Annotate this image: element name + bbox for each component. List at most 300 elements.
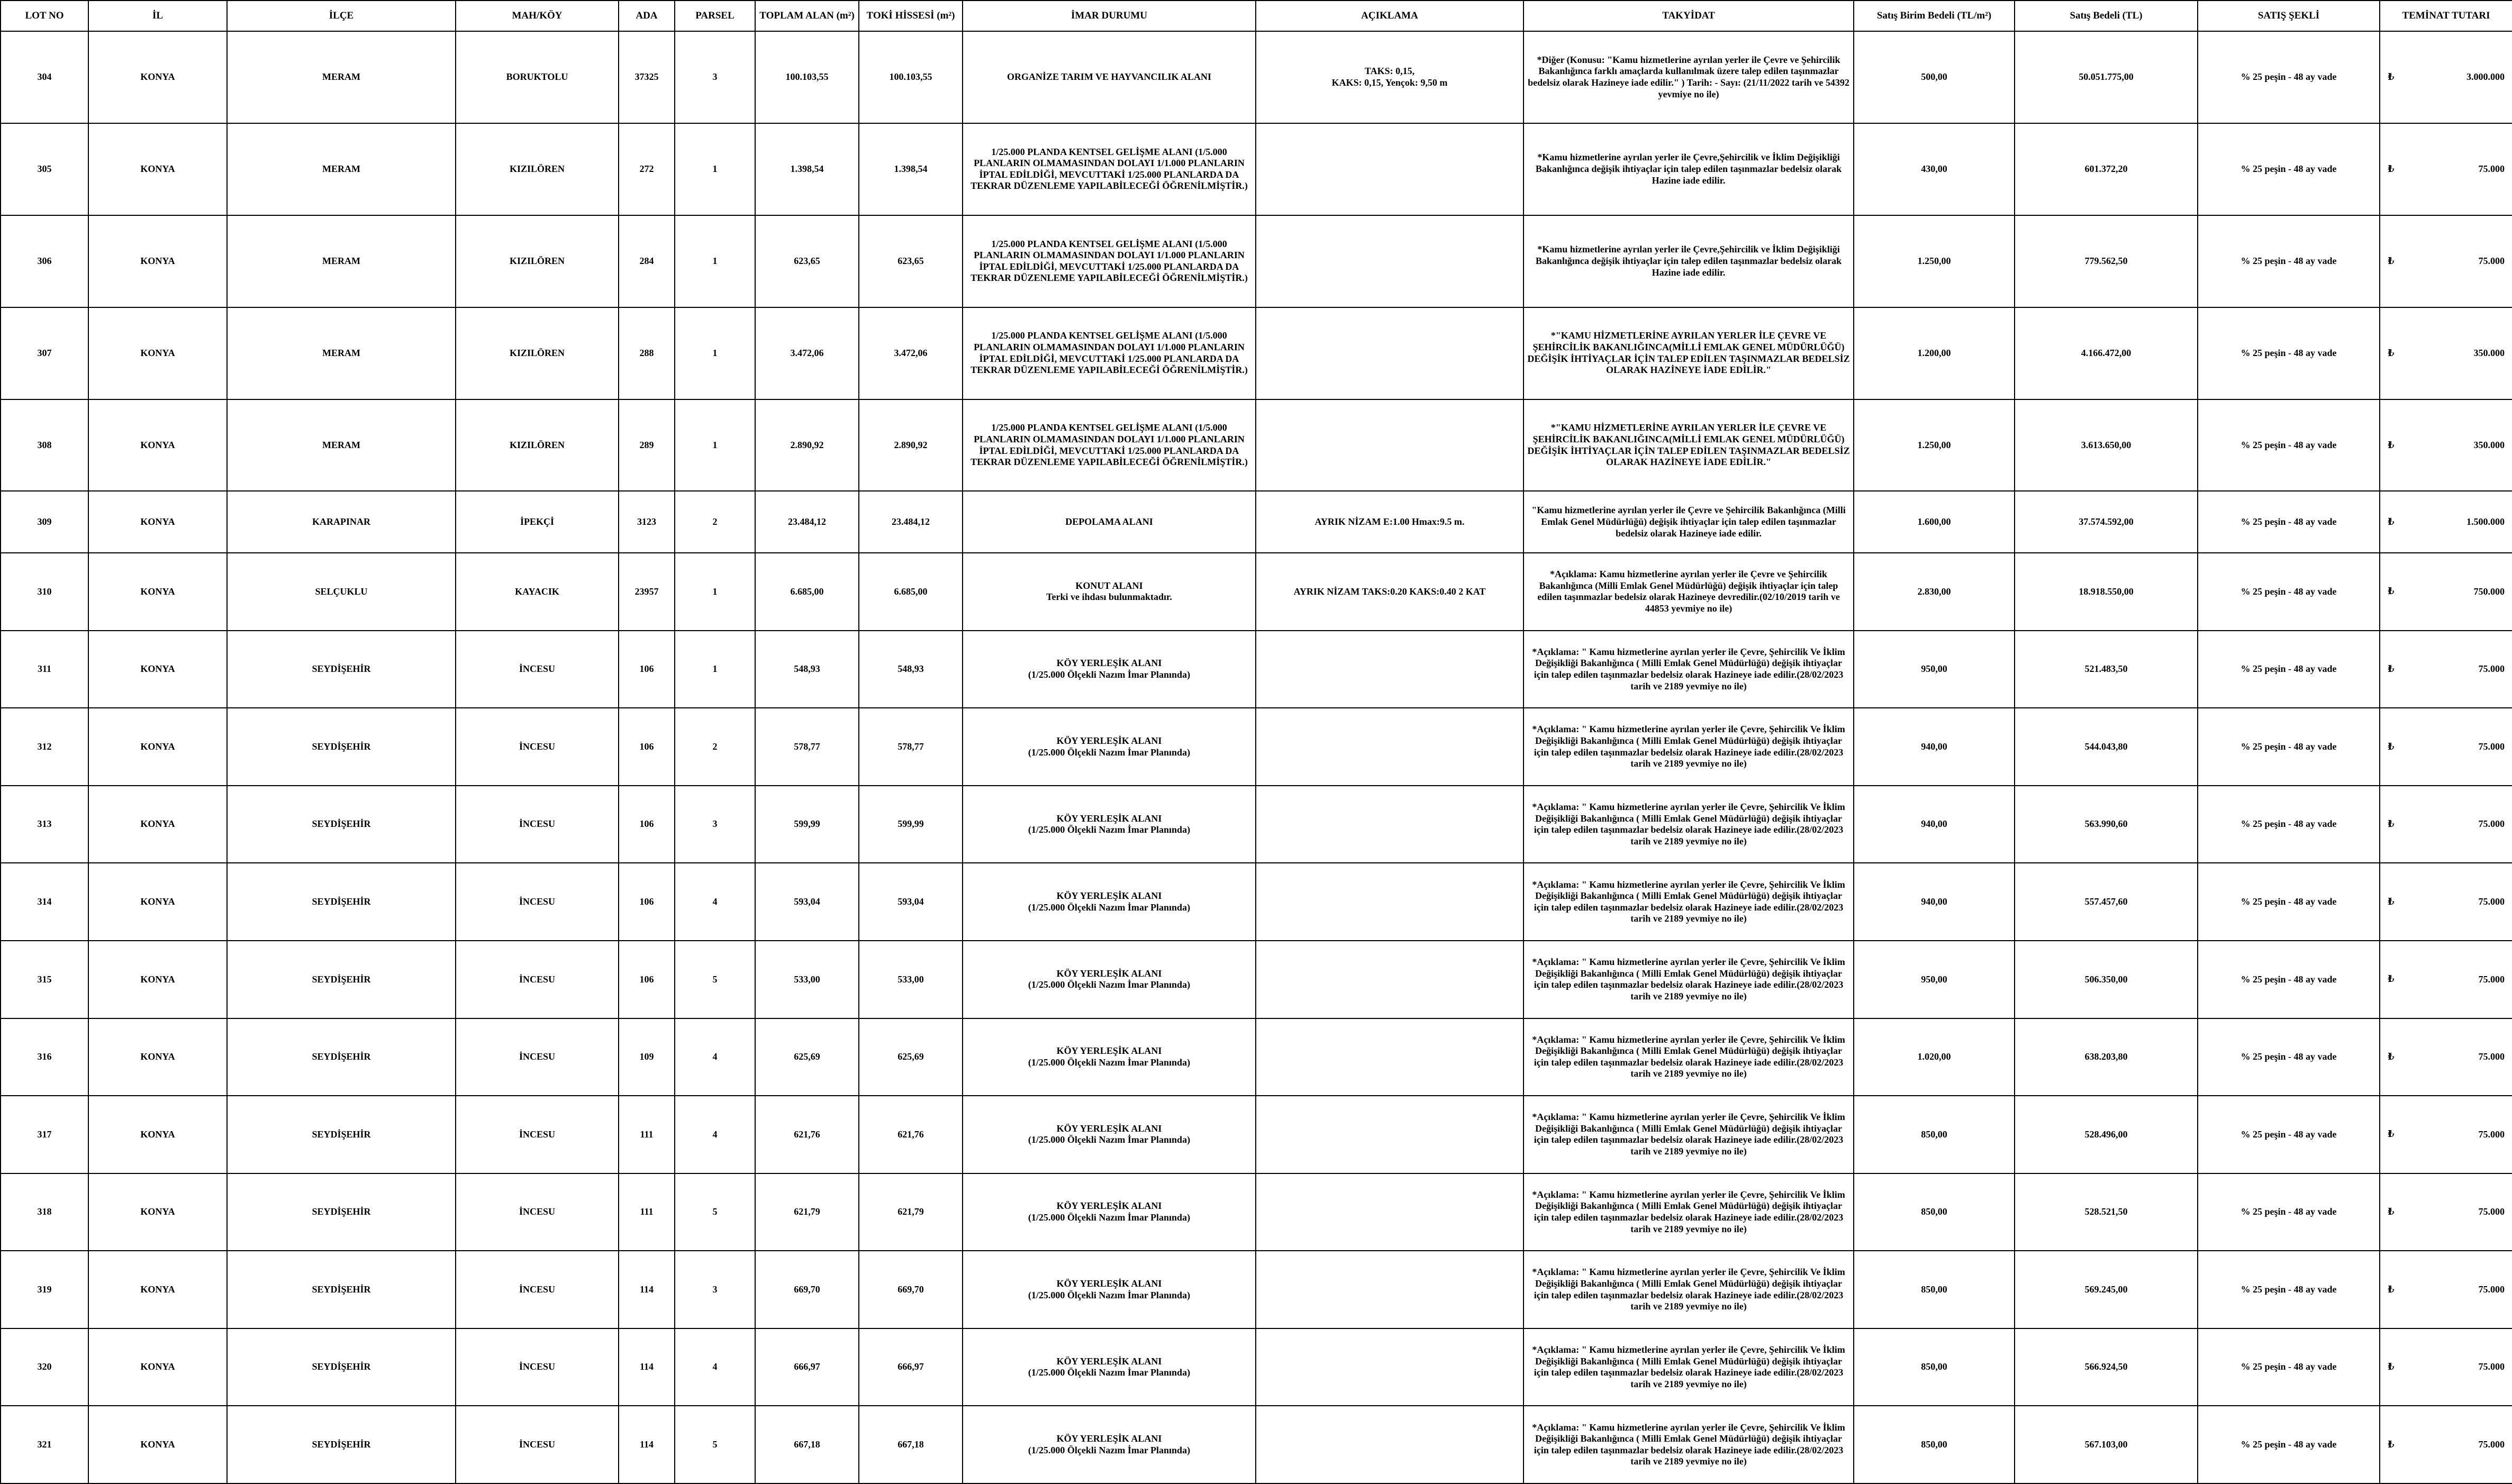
- imar-durumu-cell: KONUT ALANI Terki ve ihdası bulunmaktadır.: [963, 553, 1256, 631]
- table-row: [1, 1018, 2512, 1096]
- toplam-alan-cell: 667,18: [755, 1406, 859, 1483]
- toplam-alan-cell: 6.685,00: [755, 553, 859, 631]
- teminat-value: 75.000: [2478, 818, 2505, 830]
- ilce-cell: SEYDİŞEHİR: [227, 863, 456, 941]
- lot-no-cell: 310: [1, 553, 88, 631]
- table-row: [1, 1406, 2512, 1483]
- imar-durumu-cell: 1/25.000 PLANDA KENTSEL GELİŞME ALANI (1/5.000 PLANLARIN OLMAMASINDAN DOLAYI 1/1.000 PLANLARIN İPTAL EDİLDİĞİ, MEVCUTTAKİ 1/25.000 PLANLARDA DA TEKRAR DÜZENLEME YAPILABİLECEĞİ ÖĞRENİLMİŞTİR.): [963, 399, 1256, 491]
- satis-sekli-cell: % 25 peşin - 48 ay vade: [2198, 491, 2380, 553]
- mahalle-cell: İNCESU: [456, 786, 619, 863]
- mahalle-cell: İNCESU: [456, 1406, 619, 1483]
- ada-cell: 272: [619, 123, 675, 215]
- aciklama-cell: AYRIK NİZAM E:1.00 Hmax:9.5 m.: [1256, 491, 1523, 553]
- imar-durumu-cell: KÖY YERLEŞİK ALANI (1/25.000 Ölçekli Nazım İmar Planında): [963, 631, 1256, 708]
- ada-cell: 114: [619, 1251, 675, 1328]
- parsel-cell: 1: [675, 307, 755, 399]
- table-row: [1, 863, 2512, 941]
- lira-sign: ₺: [2388, 71, 2395, 83]
- toplam-alan-cell: 2.890,92: [755, 399, 859, 491]
- lira-sign: ₺: [2388, 663, 2395, 675]
- takyidat-cell: *"KAMU HİZMETLERİNE AYRILAN YERLER İLE ÇEVRE VE ŞEHİRCİLİK BAKANLIĞINCA(MİLLİ EMLAK GENEL MÜDÜRLÜĞÜ) DEĞİŞİK İHTİYAÇLAR İÇİN TALEP EDİLEN TAŞINMAZLAR BEDELSİZ OLARAK HAZİNEYE İADE EDİLİR.": [1523, 399, 1854, 491]
- teminat-value: 75.000: [2478, 255, 2505, 266]
- birim-bedel-cell: 1.250,00: [1854, 215, 2015, 307]
- parsel-cell: 3: [675, 786, 755, 863]
- lira-sign: ₺: [2388, 1361, 2395, 1372]
- mahalle-cell: İNCESU: [456, 1251, 619, 1328]
- satis-sekli-cell: % 25 peşin - 48 ay vade: [2198, 31, 2380, 123]
- parsel-cell: 1: [675, 215, 755, 307]
- il-cell: KONYA: [88, 399, 227, 491]
- satis-bedeli-cell: 544.043,80: [2015, 708, 2198, 786]
- takyidat-cell: *Açıklama: " Kamu hizmetlerine ayrılan yerler ile Çevre, Şehircilik Ve İklim Değişikliği Bakanlığınca ( Milli Emlak Genel Müdürlüğü) değişik ihtiyaçlar için talep edilen taşınmazlar bedelsiz olarak Hazineye iade edilir.(28/02/2023 tarih ve 2189 yevmiye no ile): [1523, 1096, 1854, 1173]
- ilce-cell: KARAPINAR: [227, 491, 456, 553]
- ilce-cell: SEYDİŞEHİR: [227, 631, 456, 708]
- ada-cell: 106: [619, 941, 675, 1018]
- header-row: [1, 1, 2512, 31]
- toki-hissesi-cell: 1.398,54: [859, 123, 963, 215]
- ilce-cell: MERAM: [227, 307, 456, 399]
- lira-sign: ₺: [2388, 1128, 2395, 1140]
- satis-bedeli-cell: 4.166.472,00: [2015, 307, 2198, 399]
- teminat-cell: [2380, 941, 2512, 1018]
- takyidat-cell: "Kamu hizmetlerine ayrılan yerler ile Çevre ve Şehircilik Bakanlığınca (Milli Emlak Genel Müdürlüğü) değişik ihtiyaçlar için talep edilen taşınmazlar bedelsiz olarak Hazineye iade edilir.: [1523, 491, 1854, 553]
- mahalle-cell: İNCESU: [456, 1096, 619, 1173]
- ilce-cell: SEYDİŞEHİR: [227, 1251, 456, 1328]
- lira-sign: ₺: [2388, 255, 2395, 266]
- lira-sign: ₺: [2388, 896, 2395, 907]
- satis-sekli-cell: % 25 peşin - 48 ay vade: [2198, 1096, 2380, 1173]
- lira-sign: ₺: [2388, 973, 2395, 985]
- teminat-value: 75.000: [2478, 663, 2505, 675]
- mahalle-cell: İNCESU: [456, 941, 619, 1018]
- toki-hissesi-cell: 621,76: [859, 1096, 963, 1173]
- ilce-cell: SEYDİŞEHİR: [227, 941, 456, 1018]
- toplam-alan-cell: 548,93: [755, 631, 859, 708]
- toki-hissesi-cell: 6.685,00: [859, 553, 963, 631]
- takyidat-cell: *Açıklama: " Kamu hizmetlerine ayrılan yerler ile Çevre, Şehircilik Ve İklim Değişikliği Bakanlığınca ( Milli Emlak Genel Müdürlüğü) değişik ihtiyaçlar için talep edilen taşınmazlar bedelsiz olarak Hazineye iade edilir.(28/02/2023 tarih ve 2189 yevmiye no ile): [1523, 1251, 1854, 1328]
- lot-no-cell: 313: [1, 786, 88, 863]
- toki-hissesi-cell: 623,65: [859, 215, 963, 307]
- ilce-cell: SEYDİŞEHİR: [227, 1018, 456, 1096]
- header-satis-bedeli: Satış Bedeli (TL): [2015, 1, 2198, 31]
- lira-sign: ₺: [2388, 439, 2395, 450]
- satis-bedeli-cell: 521.483,50: [2015, 631, 2198, 708]
- il-cell: KONYA: [88, 786, 227, 863]
- ilce-cell: MERAM: [227, 123, 456, 215]
- toplam-alan-cell: 533,00: [755, 941, 859, 1018]
- takyidat-cell: *Açıklama: " Kamu hizmetlerine ayrılan yerler ile Çevre, Şehircilik Ve İklim Değişikliği Bakanlığınca ( Milli Emlak Genel Müdürlüğü) değişik ihtiyaçlar için talep edilen taşınmazlar bedelsiz olarak Hazineye iade edilir.(28/02/2023 tarih ve 2189 yevmiye no ile): [1523, 1018, 1854, 1096]
- il-cell: KONYA: [88, 863, 227, 941]
- takyidat-cell: *Açıklama: " Kamu hizmetlerine ayrılan yerler ile Çevre, Şehircilik Ve İklim Değişikliği Bakanlığınca ( Milli Emlak Genel Müdürlüğü) değişik ihtiyaçlar için talep edilen taşınmazlar bedelsiz olarak Hazineye iade edilir.(28/02/2023 tarih ve 2189 yevmiye no ile): [1523, 941, 1854, 1018]
- birim-bedel-cell: 940,00: [1854, 786, 2015, 863]
- mahalle-cell: BORUKTOLU: [456, 31, 619, 123]
- mahalle-cell: İPEKÇİ: [456, 491, 619, 553]
- satis-sekli-cell: % 25 peşin - 48 ay vade: [2198, 307, 2380, 399]
- ilce-cell: SELÇUKLU: [227, 553, 456, 631]
- il-cell: KONYA: [88, 708, 227, 786]
- birim-bedel-cell: 430,00: [1854, 123, 2015, 215]
- imar-durumu-cell: 1/25.000 PLANDA KENTSEL GELİŞME ALANI (1/5.000 PLANLARIN OLMAMASINDAN DOLAYI 1/1.000 PLANLARIN İPTAL EDİLDİĞİ, MEVCUTTAKİ 1/25.000 PLANLARDA DA TEKRAR DÜZENLEME YAPILABİLECEĞİ ÖĞRENİLMİŞTİR.): [963, 123, 1256, 215]
- parsel-cell: 4: [675, 863, 755, 941]
- table-row: [1, 941, 2512, 1018]
- imar-durumu-cell: KÖY YERLEŞİK ALANI (1/25.000 Ölçekli Nazım İmar Planında): [963, 786, 1256, 863]
- ada-cell: 288: [619, 307, 675, 399]
- teminat-value: 75.000: [2478, 163, 2505, 175]
- birim-bedel-cell: 1.600,00: [1854, 491, 2015, 553]
- teminat-cell: [2380, 1328, 2512, 1406]
- ilce-cell: SEYDİŞEHİR: [227, 708, 456, 786]
- table-row: [1, 708, 2512, 786]
- mahalle-cell: İNCESU: [456, 863, 619, 941]
- lira-sign: ₺: [2388, 741, 2395, 752]
- ilce-cell: SEYDİŞEHİR: [227, 1406, 456, 1483]
- toki-hissesi-cell: 593,04: [859, 863, 963, 941]
- birim-bedel-cell: 2.830,00: [1854, 553, 2015, 631]
- ada-cell: 114: [619, 1406, 675, 1483]
- imar-durumu-cell: ORGANİZE TARIM VE HAYVANCILIK ALANI: [963, 31, 1256, 123]
- takyidat-cell: *Açıklama: " Kamu hizmetlerine ayrılan yerler ile Çevre, Şehircilik Ve İklim Değişikliği Bakanlığınca ( Milli Emlak Genel Müdürlüğü) değişik ihtiyaçlar için talep edilen taşınmazlar bedelsiz olarak Hazineye iade edilir.(28/02/2023 tarih ve 2189 yevmiye no ile): [1523, 708, 1854, 786]
- teminat-cell: [2380, 31, 2512, 123]
- table-row: [1, 1251, 2512, 1328]
- teminat-value: 75.000: [2478, 1206, 2505, 1217]
- teminat-value: 75.000: [2478, 1051, 2505, 1062]
- il-cell: KONYA: [88, 1251, 227, 1328]
- satis-bedeli-cell: 528.521,50: [2015, 1173, 2198, 1251]
- toki-hissesi-cell: 669,70: [859, 1251, 963, 1328]
- il-cell: KONYA: [88, 1173, 227, 1251]
- mahalle-cell: İNCESU: [456, 1173, 619, 1251]
- takyidat-cell: *Açıklama: " Kamu hizmetlerine ayrılan yerler ile Çevre, Şehircilik Ve İklim Değişikliği Bakanlığınca ( Milli Emlak Genel Müdürlüğü) değişik ihtiyaçlar için talep edilen taşınmazlar bedelsiz olarak Hazineye iade edilir.(28/02/2023 tarih ve 2189 yevmiye no ile): [1523, 786, 1854, 863]
- aciklama-cell: [1256, 1406, 1523, 1483]
- takyidat-cell: *Kamu hizmetlerine ayrılan yerler ile Çevre,Şehircilik ve İklim Değişikliği Bakanlığınca değişik ihtiyaçlar için talep edilen taşınmazlar bedelsiz olarak Hazine iade edilir.: [1523, 215, 1854, 307]
- il-cell: KONYA: [88, 1018, 227, 1096]
- header-parsel: PARSEL: [675, 1, 755, 31]
- teminat-cell: [2380, 123, 2512, 215]
- teminat-value: 75.000: [2478, 1361, 2505, 1372]
- aciklama-cell: [1256, 863, 1523, 941]
- il-cell: KONYA: [88, 123, 227, 215]
- satis-bedeli-cell: 567.103,00: [2015, 1406, 2198, 1483]
- birim-bedel-cell: 850,00: [1854, 1328, 2015, 1406]
- mahalle-cell: KIZILÖREN: [456, 307, 619, 399]
- teminat-cell: [2380, 399, 2512, 491]
- birim-bedel-cell: 850,00: [1854, 1173, 2015, 1251]
- toki-hissesi-cell: 666,97: [859, 1328, 963, 1406]
- toplam-alan-cell: 623,65: [755, 215, 859, 307]
- toki-hissesi-cell: 599,99: [859, 786, 963, 863]
- lot-no-cell: 307: [1, 307, 88, 399]
- teminat-cell: [2380, 1173, 2512, 1251]
- satis-bedeli-cell: 557.457,60: [2015, 863, 2198, 941]
- lot-no-cell: 308: [1, 399, 88, 491]
- satis-sekli-cell: % 25 peşin - 48 ay vade: [2198, 399, 2380, 491]
- satis-sekli-cell: % 25 peşin - 48 ay vade: [2198, 1328, 2380, 1406]
- ada-cell: 289: [619, 399, 675, 491]
- satis-bedeli-cell: 563.990,60: [2015, 786, 2198, 863]
- lira-sign: ₺: [2388, 1439, 2395, 1450]
- takyidat-cell: *Açıklama: " Kamu hizmetlerine ayrılan yerler ile Çevre, Şehircilik Ve İklim Değişikliği Bakanlığınca ( Milli Emlak Genel Müdürlüğü) değişik ihtiyaçlar için talep edilen taşınmazlar bedelsiz olarak Hazineye iade edilir.(28/02/2023 tarih ve 2189 yevmiye no ile): [1523, 1406, 1854, 1483]
- aciklama-cell: TAKS: 0,15, KAKS: 0,15, Yençok: 9,50 m: [1256, 31, 1523, 123]
- table-row: [1, 553, 2512, 631]
- lira-sign: ₺: [2388, 347, 2395, 358]
- imar-durumu-cell: KÖY YERLEŞİK ALANI (1/25.000 Ölçekli Nazım İmar Planında): [963, 863, 1256, 941]
- ada-cell: 23957: [619, 553, 675, 631]
- teminat-value: 75.000: [2478, 896, 2505, 907]
- imar-durumu-cell: KÖY YERLEŞİK ALANI (1/25.000 Ölçekli Nazım İmar Planında): [963, 1173, 1256, 1251]
- parsel-cell: 1: [675, 123, 755, 215]
- imar-durumu-cell: DEPOLAMA ALANI: [963, 491, 1256, 553]
- lira-sign: ₺: [2388, 516, 2395, 527]
- toplam-alan-cell: 599,99: [755, 786, 859, 863]
- ada-cell: 106: [619, 786, 675, 863]
- imar-durumu-cell: KÖY YERLEŞİK ALANI (1/25.000 Ölçekli Nazım İmar Planında): [963, 1328, 1256, 1406]
- teminat-cell: [2380, 1096, 2512, 1173]
- parsel-cell: 4: [675, 1018, 755, 1096]
- aciklama-cell: [1256, 307, 1523, 399]
- il-cell: KONYA: [88, 307, 227, 399]
- ada-cell: 3123: [619, 491, 675, 553]
- satis-bedeli-cell: 506.350,00: [2015, 941, 2198, 1018]
- lira-sign: ₺: [2388, 1283, 2395, 1295]
- satis-bedeli-cell: 569.245,00: [2015, 1251, 2198, 1328]
- birim-bedel-cell: 850,00: [1854, 1096, 2015, 1173]
- lot-no-cell: 311: [1, 631, 88, 708]
- table-row: [1, 123, 2512, 215]
- lot-no-cell: 314: [1, 863, 88, 941]
- header-takyidat: TAKYİDAT: [1523, 1, 1854, 31]
- aciklama-cell: [1256, 215, 1523, 307]
- il-cell: KONYA: [88, 1328, 227, 1406]
- teminat-value: 75.000: [2478, 1128, 2505, 1140]
- il-cell: KONYA: [88, 491, 227, 553]
- imar-durumu-cell: KÖY YERLEŞİK ALANI (1/25.000 Ölçekli Nazım İmar Planında): [963, 1018, 1256, 1096]
- parsel-cell: 2: [675, 708, 755, 786]
- il-cell: KONYA: [88, 941, 227, 1018]
- aciklama-cell: [1256, 1251, 1523, 1328]
- ada-cell: 106: [619, 631, 675, 708]
- toki-hissesi-cell: 548,93: [859, 631, 963, 708]
- takyidat-cell: *Açıklama: Kamu hizmetlerine ayrılan yerler ile Çevre ve Şehircilik Bakanlığınca (Milli Emlak Genel Müdürlüğü) değişik ihtiyaçlar için talep edilen taşınmazlar bedelsiz olarak Hazineye devredilir.(02/10/2019 tarih ve 44853 yevmiye no ile): [1523, 553, 1854, 631]
- lot-no-cell: 317: [1, 1096, 88, 1173]
- mahalle-cell: KIZILÖREN: [456, 123, 619, 215]
- satis-bedeli-cell: 37.574.592,00: [2015, 491, 2198, 553]
- imar-durumu-cell: KÖY YERLEŞİK ALANI (1/25.000 Ölçekli Nazım İmar Planında): [963, 941, 1256, 1018]
- toplam-alan-cell: 625,69: [755, 1018, 859, 1096]
- toki-hissesi-cell: 100.103,55: [859, 31, 963, 123]
- table-row: [1, 1096, 2512, 1173]
- satis-bedeli-cell: 638.203,80: [2015, 1018, 2198, 1096]
- birim-bedel-cell: 950,00: [1854, 631, 2015, 708]
- mahalle-cell: İNCESU: [456, 1328, 619, 1406]
- parsel-cell: 4: [675, 1328, 755, 1406]
- mahalle-cell: KIZILÖREN: [456, 399, 619, 491]
- takyidat-cell: *Açıklama: " Kamu hizmetlerine ayrılan yerler ile Çevre, Şehircilik Ve İklim Değişikliği Bakanlığınca ( Milli Emlak Genel Müdürlüğü) değişik ihtiyaçlar için talep edilen taşınmazlar bedelsiz olarak Hazineye iade edilir.(28/02/2023 tarih ve 2189 yevmiye no ile): [1523, 631, 1854, 708]
- teminat-value: 1.500.000: [2466, 516, 2505, 527]
- imar-durumu-cell: KÖY YERLEŞİK ALANI (1/25.000 Ölçekli Nazım İmar Planında): [963, 1096, 1256, 1173]
- satis-sekli-cell: % 25 peşin - 48 ay vade: [2198, 123, 2380, 215]
- mahalle-cell: KAYACIK: [456, 553, 619, 631]
- teminat-value: 350.000: [2473, 347, 2505, 358]
- ilce-cell: MERAM: [227, 399, 456, 491]
- lira-sign: ₺: [2388, 586, 2395, 597]
- lot-no-cell: 321: [1, 1406, 88, 1483]
- toki-hissesi-cell: 3.472,06: [859, 307, 963, 399]
- teminat-value: 750.000: [2473, 586, 2505, 597]
- table-row: [1, 307, 2512, 399]
- aciklama-cell: AYRIK NİZAM TAKS:0.20 KAKS:0.40 2 KAT: [1256, 553, 1523, 631]
- il-cell: KONYA: [88, 553, 227, 631]
- ilce-cell: SEYDİŞEHİR: [227, 1173, 456, 1251]
- parsel-cell: 3: [675, 31, 755, 123]
- lira-sign: ₺: [2388, 818, 2395, 830]
- table-row: [1, 1328, 2512, 1406]
- teminat-cell: [2380, 786, 2512, 863]
- satis-sekli-cell: % 25 peşin - 48 ay vade: [2198, 786, 2380, 863]
- ada-cell: 284: [619, 215, 675, 307]
- satis-sekli-cell: % 25 peşin - 48 ay vade: [2198, 553, 2380, 631]
- parsel-cell: 1: [675, 553, 755, 631]
- ilce-cell: SEYDİŞEHİR: [227, 786, 456, 863]
- toplam-alan-cell: 621,79: [755, 1173, 859, 1251]
- table-row: [1, 1173, 2512, 1251]
- satis-bedeli-cell: 3.613.650,00: [2015, 399, 2198, 491]
- toplam-alan-cell: 3.472,06: [755, 307, 859, 399]
- toki-hissesi-cell: 625,69: [859, 1018, 963, 1096]
- toplam-alan-cell: 593,04: [755, 863, 859, 941]
- toplam-alan-cell: 100.103,55: [755, 31, 859, 123]
- table-row: [1, 399, 2512, 491]
- satis-sekli-cell: % 25 peşin - 48 ay vade: [2198, 708, 2380, 786]
- ilce-cell: MERAM: [227, 215, 456, 307]
- satis-sekli-cell: % 25 peşin - 48 ay vade: [2198, 1173, 2380, 1251]
- takyidat-cell: *"KAMU HİZMETLERİNE AYRILAN YERLER İLE ÇEVRE VE ŞEHİRCİLİK BAKANLIĞINCA(MİLLİ EMLAK GENEL MÜDÜRLÜĞÜ) DEĞİŞİK İHTİYAÇLAR İÇİN TALEP EDİLEN TAŞINMAZLAR BEDELSİZ OLARAK HAZİNEYE İADE EDİLİR.": [1523, 307, 1854, 399]
- table-row: [1, 491, 2512, 553]
- table-row: [1, 31, 2512, 123]
- toki-hissesi-cell: 533,00: [859, 941, 963, 1018]
- teminat-cell: [2380, 631, 2512, 708]
- parsel-cell: 1: [675, 399, 755, 491]
- teminat-value: 75.000: [2478, 741, 2505, 752]
- parsel-cell: 5: [675, 1406, 755, 1483]
- satis-sekli-cell: % 25 peşin - 48 ay vade: [2198, 1406, 2380, 1483]
- toki-hissesi-cell: 667,18: [859, 1406, 963, 1483]
- header-teminat: TEMİNAT TUTARI: [2380, 1, 2512, 31]
- header-mahalle: MAH/KÖY: [456, 1, 619, 31]
- lot-no-cell: 305: [1, 123, 88, 215]
- header-toki-hissesi: TOKİ HİSSESİ (m²): [859, 1, 963, 31]
- lot-no-cell: 315: [1, 941, 88, 1018]
- lot-no-cell: 319: [1, 1251, 88, 1328]
- aciklama-cell: [1256, 1018, 1523, 1096]
- il-cell: KONYA: [88, 31, 227, 123]
- lira-sign: ₺: [2388, 163, 2395, 175]
- ilce-cell: SEYDİŞEHİR: [227, 1328, 456, 1406]
- header-satis-sekli: SATIŞ ŞEKLİ: [2198, 1, 2380, 31]
- toplam-alan-cell: 578,77: [755, 708, 859, 786]
- satis-bedeli-cell: 18.918.550,00: [2015, 553, 2198, 631]
- teminat-cell: [2380, 1018, 2512, 1096]
- teminat-value: 3.000.000: [2466, 71, 2505, 83]
- birim-bedel-cell: 850,00: [1854, 1251, 2015, 1328]
- birim-bedel-cell: 1.200,00: [1854, 307, 2015, 399]
- birim-bedel-cell: 1.250,00: [1854, 399, 2015, 491]
- il-cell: KONYA: [88, 215, 227, 307]
- takyidat-cell: *Kamu hizmetlerine ayrılan yerler ile Çevre,Şehircilik ve İklim Değişikliği Bakanlığınca değişik ihtiyaçlar için talep edilen taşınmazlar bedelsiz olarak Hazine iade edilir.: [1523, 123, 1854, 215]
- mahalle-cell: KIZILÖREN: [456, 215, 619, 307]
- header-lot-no: LOT NO: [1, 1, 88, 31]
- imar-durumu-cell: KÖY YERLEŞİK ALANI (1/25.000 Ölçekli Nazım İmar Planında): [963, 1251, 1256, 1328]
- header-toplam-alan: TOPLAM ALAN (m²): [755, 1, 859, 31]
- il-cell: KONYA: [88, 1096, 227, 1173]
- aciklama-cell: [1256, 786, 1523, 863]
- birim-bedel-cell: 950,00: [1854, 941, 2015, 1018]
- mahalle-cell: İNCESU: [456, 631, 619, 708]
- takyidat-cell: *Diğer (Konusu: "Kamu hizmetlerine ayrılan yerler ile Çevre ve Şehircilik Bakanlığınca farklı amaçlarda kullanılmak üzere talep edilen taşınmazlar bedelsiz olarak Hazineye iade edilir." ) Tarih: - Sayı: (21/11/2022 tarih ve 54392 yevmiye no ile): [1523, 31, 1854, 123]
- teminat-cell: [2380, 863, 2512, 941]
- aciklama-cell: [1256, 1096, 1523, 1173]
- aciklama-cell: [1256, 631, 1523, 708]
- birim-bedel-cell: 850,00: [1854, 1406, 2015, 1483]
- satis-sekli-cell: % 25 peşin - 48 ay vade: [2198, 215, 2380, 307]
- lot-no-cell: 309: [1, 491, 88, 553]
- ada-cell: 106: [619, 863, 675, 941]
- toki-hissesi-cell: 2.890,92: [859, 399, 963, 491]
- birim-bedel-cell: 500,00: [1854, 31, 2015, 123]
- imar-durumu-cell: 1/25.000 PLANDA KENTSEL GELİŞME ALANI (1/5.000 PLANLARIN OLMAMASINDAN DOLAYI 1/1.000 PLANLARIN İPTAL EDİLDİĞİ, MEVCUTTAKİ 1/25.000 PLANLARDA DA TEKRAR DÜZENLEME YAPILABİLECEĞİ ÖĞRENİLMİŞTİR.): [963, 307, 1256, 399]
- takyidat-cell: *Açıklama: " Kamu hizmetlerine ayrılan yerler ile Çevre, Şehircilik Ve İklim Değişikliği Bakanlığınca ( Milli Emlak Genel Müdürlüğü) değişik ihtiyaçlar için talep edilen taşınmazlar bedelsiz olarak Hazineye iade edilir.(28/02/2023 tarih ve 2189 yevmiye no ile): [1523, 863, 1854, 941]
- lot-no-cell: 320: [1, 1328, 88, 1406]
- parsel-cell: 3: [675, 1251, 755, 1328]
- mahalle-cell: İNCESU: [456, 1018, 619, 1096]
- toplam-alan-cell: 669,70: [755, 1251, 859, 1328]
- header-ada: ADA: [619, 1, 675, 31]
- header-imar-durumu: İMAR DURUMU: [963, 1, 1256, 31]
- toki-hissesi-cell: 23.484,12: [859, 491, 963, 553]
- teminat-cell: [2380, 491, 2512, 553]
- takyidat-cell: *Açıklama: " Kamu hizmetlerine ayrılan yerler ile Çevre, Şehircilik Ve İklim Değişikliği Bakanlığınca ( Milli Emlak Genel Müdürlüğü) değişik ihtiyaçlar için talep edilen taşınmazlar bedelsiz olarak Hazineye iade edilir.(28/02/2023 tarih ve 2189 yevmiye no ile): [1523, 1328, 1854, 1406]
- header-aciklama: AÇIKLAMA: [1256, 1, 1523, 31]
- satis-bedeli-cell: 779.562,50: [2015, 215, 2198, 307]
- parsel-cell: 5: [675, 941, 755, 1018]
- parsel-cell: 1: [675, 631, 755, 708]
- aciklama-cell: [1256, 708, 1523, 786]
- satis-sekli-cell: % 25 peşin - 48 ay vade: [2198, 1251, 2380, 1328]
- table-row: [1, 631, 2512, 708]
- ada-cell: 114: [619, 1328, 675, 1406]
- teminat-cell: [2380, 307, 2512, 399]
- lot-no-cell: 316: [1, 1018, 88, 1096]
- lira-sign: ₺: [2388, 1206, 2395, 1217]
- parsel-cell: 5: [675, 1173, 755, 1251]
- toplam-alan-cell: 621,76: [755, 1096, 859, 1173]
- birim-bedel-cell: 1.020,00: [1854, 1018, 2015, 1096]
- teminat-cell: [2380, 215, 2512, 307]
- lot-no-cell: 304: [1, 31, 88, 123]
- lira-sign: ₺: [2388, 1051, 2395, 1062]
- satis-sekli-cell: % 25 peşin - 48 ay vade: [2198, 631, 2380, 708]
- satis-sekli-cell: % 25 peşin - 48 ay vade: [2198, 1018, 2380, 1096]
- lot-no-cell: 312: [1, 708, 88, 786]
- teminat-value: 75.000: [2478, 1283, 2505, 1295]
- lot-no-cell: 306: [1, 215, 88, 307]
- birim-bedel-cell: 940,00: [1854, 708, 2015, 786]
- satis-bedeli-cell: 50.051.775,00: [2015, 31, 2198, 123]
- toki-hissesi-cell: 621,79: [859, 1173, 963, 1251]
- aciklama-cell: [1256, 123, 1523, 215]
- parsel-cell: 2: [675, 491, 755, 553]
- satis-bedeli-cell: 528.496,00: [2015, 1096, 2198, 1173]
- toplam-alan-cell: 1.398,54: [755, 123, 859, 215]
